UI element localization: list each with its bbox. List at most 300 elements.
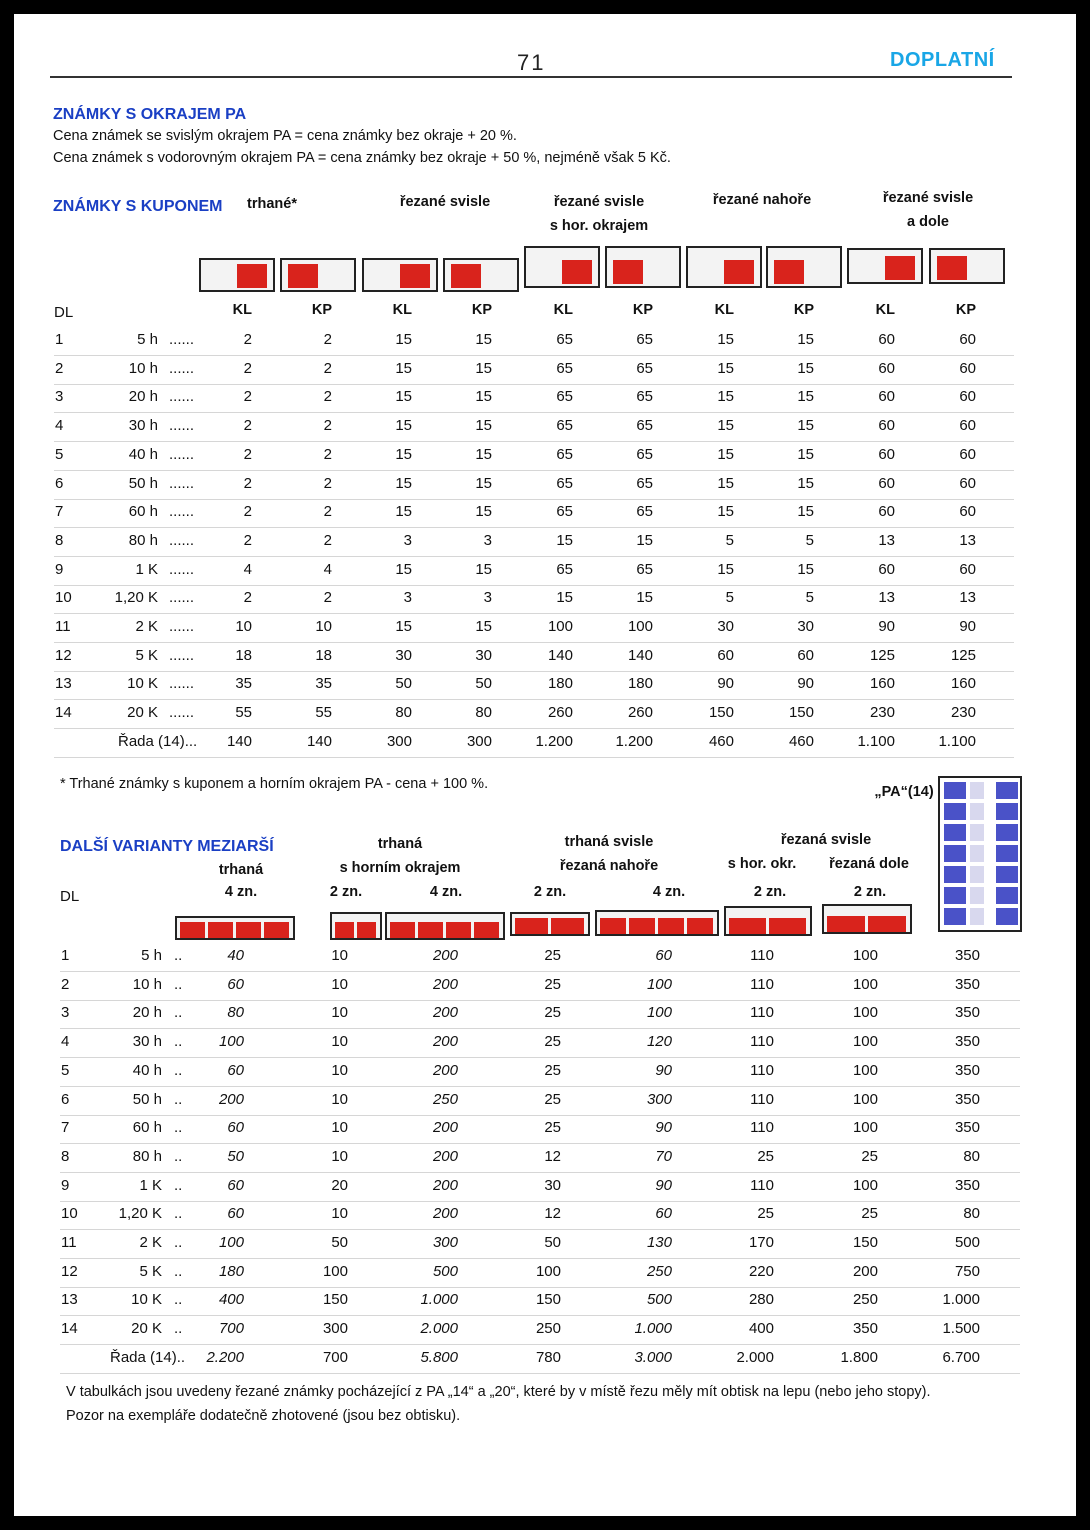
variants-row-dl: 12 <box>61 1262 78 1280</box>
variants-cell: 350 <box>954 1033 980 1051</box>
variants-row-value: 5 K <box>139 1262 162 1280</box>
coupon-subheader: KP <box>311 302 332 318</box>
coupon-subheader: KL <box>714 302 734 318</box>
variants-cell: 12 <box>544 1147 561 1165</box>
stamp-red <box>629 918 655 934</box>
coupon-cell: 65 <box>556 503 573 521</box>
variants-cell: 25 <box>757 1205 774 1223</box>
coupon-cell: 65 <box>636 359 653 377</box>
variants-cell: 6.700 <box>942 1348 980 1366</box>
variants-row-rule <box>60 1258 1020 1259</box>
coupon-cell: 5 <box>805 589 814 607</box>
variants-cell: 60 <box>227 975 244 993</box>
coupon-row-rule <box>54 412 1014 413</box>
variants-row-value: 1 K <box>139 1176 162 1194</box>
coupon-cell: 2 <box>323 531 332 549</box>
coupon-row-rule <box>54 355 1014 356</box>
coupon-stamp-image <box>362 258 438 292</box>
coupon-cell: 1.200 <box>615 732 653 750</box>
variants-cell: 10 <box>331 975 348 993</box>
coupon-cell: 1.100 <box>938 732 976 750</box>
coupon-cell: 60 <box>878 359 895 377</box>
variant-stamp-image <box>595 910 719 936</box>
variants-row-rule <box>60 971 1020 972</box>
variants-cell: 200 <box>218 1090 244 1108</box>
coupon-cell: 15 <box>797 474 814 492</box>
variants-cell: 350 <box>852 1320 878 1338</box>
variants-row-dots: .. <box>174 1090 183 1108</box>
coupon-cell: 60 <box>959 503 976 521</box>
variants-cell: 100 <box>646 1004 672 1022</box>
page-number: 71 <box>517 50 546 75</box>
variants-cell: 1.500 <box>942 1320 980 1338</box>
variants-cell: 200 <box>432 1176 458 1194</box>
coupon-cell: 15 <box>717 474 734 492</box>
coupon-cell: 5 <box>725 589 734 607</box>
variants-cell: 90 <box>655 1061 672 1079</box>
variants-cell: 110 <box>750 1176 774 1194</box>
variants-cell: 25 <box>861 1147 878 1165</box>
coupon-cell: 60 <box>959 388 976 406</box>
coupon-row-dots: ...... <box>169 445 195 463</box>
variants-row-dl: 13 <box>61 1291 78 1309</box>
coupon-subheader: KL <box>553 302 573 318</box>
coupon-group-header: řezané svisle <box>399 194 491 210</box>
coupon-stamp-image <box>280 258 356 292</box>
coupon-cell: 65 <box>556 560 573 578</box>
variants-cell: 780 <box>535 1348 561 1366</box>
coupon-cell: 180 <box>627 675 653 693</box>
stamp-blue <box>970 845 984 862</box>
stamp-blue <box>944 782 966 799</box>
coupon-stamp-image <box>199 258 275 292</box>
stamp-red <box>236 922 261 938</box>
variants-group-header: řezaná nahoře <box>559 858 659 874</box>
coupon-cell: 2 <box>323 589 332 607</box>
coupon-subheader: KL <box>232 302 252 318</box>
coupon-cell: 60 <box>878 474 895 492</box>
variants-subheader: 2 zn. <box>753 884 787 900</box>
coupon-cell: 60 <box>878 388 895 406</box>
variants-cell: 1.000 <box>634 1320 672 1338</box>
variant-stamp-image <box>330 912 382 940</box>
variants-cell: 10 <box>331 1205 348 1223</box>
coupon-cell: 4 <box>323 560 332 578</box>
variants-row-value: 40 h <box>132 1061 162 1079</box>
coupon-row-value: 60 h <box>128 503 158 521</box>
coupon-cell: 60 <box>959 445 976 463</box>
variant-stamp-image <box>175 916 295 940</box>
variants-cell: 25 <box>544 1119 561 1137</box>
coupon-cell: 65 <box>556 359 573 377</box>
variants-subheader: 4 zn. <box>429 884 463 900</box>
variants-row-value: 60 h <box>132 1119 162 1137</box>
variants-row-dl: 14 <box>61 1320 78 1338</box>
coupon-cell: 15 <box>797 560 814 578</box>
coupon-row-dl: 3 <box>55 388 64 406</box>
coupon-cell: 3 <box>483 589 492 607</box>
variants-cell: 200 <box>432 975 458 993</box>
coupon-cell: 2 <box>243 417 252 435</box>
coupon-row-dl: 7 <box>55 503 64 521</box>
coupon-cell: 3 <box>403 589 412 607</box>
variants-cell: 500 <box>432 1262 458 1280</box>
catalog-page <box>14 14 1076 1516</box>
variants-row-value: 20 h <box>132 1004 162 1022</box>
stamp-red <box>885 256 915 280</box>
coupon-row-dots: ...... <box>169 675 195 693</box>
coupon-cell: 65 <box>636 503 653 521</box>
stamp-red <box>937 256 967 280</box>
coupon-cell: 15 <box>475 618 492 635</box>
coupon-cell: 65 <box>636 331 653 348</box>
coupon-cell: 65 <box>636 417 653 435</box>
coupon-cell: 60 <box>878 503 895 521</box>
coupon-cell: 35 <box>315 675 332 693</box>
coupon-cell: 15 <box>797 417 814 435</box>
coupon-cell: 60 <box>959 359 976 377</box>
coupon-group-header: trhané* <box>247 196 297 212</box>
variants-cell: 350 <box>954 975 980 993</box>
coupon-footnote: * Trhané známky s kuponem a horním okrajem PA - cena + 100 %. <box>60 776 489 792</box>
stamp-red <box>551 918 584 934</box>
coupon-cell: 3 <box>403 531 412 549</box>
variants-cell: 120 <box>646 1033 672 1051</box>
coupon-cell: 65 <box>556 417 573 435</box>
coupon-row-dots: ...... <box>169 589 195 607</box>
stamp-blue <box>996 887 1018 904</box>
coupon-cell: 15 <box>475 503 492 521</box>
variants-cell: 350 <box>954 1176 980 1194</box>
coupon-cell: 4 <box>243 560 252 578</box>
coupon-cell: 5 <box>805 531 814 549</box>
coupon-cell: 90 <box>717 675 734 693</box>
variants-row-rule <box>60 1057 1020 1058</box>
variants-cell: 250 <box>535 1320 561 1338</box>
variants-row-rule <box>60 1287 1020 1288</box>
coupon-row-rule <box>54 585 1014 586</box>
variants-subheader: 4 zn. <box>224 884 258 900</box>
coupon-row-rule <box>54 699 1014 700</box>
variants-cell: 100 <box>852 975 878 993</box>
variants-group-header: trhaná <box>377 836 423 852</box>
variants-cell: 110 <box>750 947 774 964</box>
coupon-row-dl: 4 <box>55 417 64 435</box>
variants-cell: 10 <box>331 1033 348 1051</box>
coupon-cell: 15 <box>717 417 734 435</box>
stamp-red <box>613 260 643 284</box>
coupon-cell: 100 <box>627 618 653 635</box>
coupon-cell: 35 <box>235 675 252 693</box>
variants-dl-label: DL <box>60 888 80 905</box>
coupon-cell: 65 <box>636 474 653 492</box>
coupon-cell: 60 <box>797 646 814 664</box>
coupon-cell: 2 <box>243 331 252 348</box>
coupon-row-dots: ...... <box>169 618 195 635</box>
variants-cell: 110 <box>750 1119 774 1137</box>
stamp-red <box>769 918 806 934</box>
stamp-blue <box>944 887 966 904</box>
coupon-cell: 15 <box>475 445 492 463</box>
stamp-blue <box>996 824 1018 841</box>
pa-section-title: ZNÁMKY S OKRAJEM PA <box>53 106 247 123</box>
coupon-row-rule <box>54 470 1014 471</box>
coupon-row-value: 30 h <box>128 417 158 435</box>
pa-sheet-image <box>938 776 1022 932</box>
coupon-row-rule <box>54 556 1014 557</box>
stamp-red <box>288 264 318 288</box>
coupon-cell: 2 <box>243 388 252 406</box>
variants-row-rule <box>60 1201 1020 1202</box>
variants-row-dl: 9 <box>61 1176 70 1194</box>
variants-cell: 110 <box>750 1061 774 1079</box>
stamp-blue <box>970 866 984 883</box>
variants-row-rule <box>60 1373 1020 1374</box>
coupon-cell: 140 <box>306 732 332 750</box>
variants-cell: 200 <box>432 947 458 964</box>
coupon-row-dots: ...... <box>169 359 195 377</box>
coupon-cell: 15 <box>395 331 412 348</box>
coupon-row-value: 50 h <box>128 474 158 492</box>
coupon-cell: 2 <box>243 474 252 492</box>
coupon-cell: 15 <box>797 331 814 348</box>
coupon-subheader: KP <box>471 302 492 318</box>
coupon-cell: 13 <box>878 589 895 607</box>
coupon-row-value: 1,20 K <box>114 589 158 607</box>
coupon-row-value: 2 K <box>135 618 158 635</box>
coupon-cell: 15 <box>475 331 492 348</box>
coupon-cell: 60 <box>878 417 895 435</box>
variants-cell: 25 <box>544 1061 561 1079</box>
variants-cell: 60 <box>227 1176 244 1194</box>
stamp-red <box>515 918 548 934</box>
coupon-cell: 2 <box>323 388 332 406</box>
variants-row-value: 50 h <box>132 1090 162 1108</box>
stamp-blue <box>944 845 966 862</box>
variants-cell: 1.000 <box>420 1291 458 1309</box>
coupon-cell: 60 <box>878 560 895 578</box>
variants-row-dots: .. <box>174 975 183 993</box>
coupon-cell: 1.100 <box>857 732 895 750</box>
coupon-cell: 2 <box>243 503 252 521</box>
variants-cell: 90 <box>655 1119 672 1137</box>
stamp-blue <box>970 803 984 820</box>
coupon-row-rule <box>54 527 1014 528</box>
variants-cell: 10 <box>331 1061 348 1079</box>
variants-cell: 100 <box>535 1262 561 1280</box>
variants-cell: 180 <box>218 1262 244 1280</box>
coupon-row-dl: 1 <box>55 331 64 348</box>
variants-row-label: Řada (14).. <box>110 1348 186 1366</box>
stamp-red <box>446 922 471 938</box>
coupon-row-value: 1 K <box>135 560 158 578</box>
coupon-row-dots: ...... <box>169 474 195 492</box>
variants-cell: 100 <box>218 1234 244 1251</box>
coupon-cell: 160 <box>950 675 976 693</box>
variants-cell: 200 <box>432 1004 458 1022</box>
variants-group-header: s horním okrajem <box>339 860 461 876</box>
coupon-row-value: 80 h <box>128 531 158 549</box>
coupon-cell: 90 <box>878 618 895 635</box>
variants-row-dl: 2 <box>61 975 70 993</box>
variants-row-dl: 6 <box>61 1090 70 1108</box>
coupon-cell: 15 <box>395 474 412 492</box>
variants-cell: 2.200 <box>206 1348 244 1366</box>
stamp-red <box>600 918 626 934</box>
coupon-cell: 15 <box>797 388 814 406</box>
variants-cell: 12 <box>544 1205 561 1223</box>
variants-cell: 700 <box>322 1348 348 1366</box>
stamp-blue <box>996 782 1018 799</box>
coupon-cell: 230 <box>869 704 895 722</box>
variants-cell: 25 <box>757 1147 774 1165</box>
variants-cell: 25 <box>544 1033 561 1051</box>
coupon-row-rule <box>54 384 1014 385</box>
coupon-cell: 15 <box>395 417 412 435</box>
coupon-cell: 13 <box>959 589 976 607</box>
coupon-group-header: s hor. okrajem <box>549 218 649 234</box>
variants-row-value: 80 h <box>132 1147 162 1165</box>
coupon-cell: 18 <box>315 646 332 664</box>
coupon-cell: 140 <box>226 732 252 750</box>
coupon-cell: 15 <box>717 503 734 521</box>
variants-row-dl: 5 <box>61 1061 70 1079</box>
variants-cell: 50 <box>227 1147 244 1165</box>
variants-cell: 70 <box>655 1147 672 1165</box>
variants-cell: 130 <box>646 1234 672 1251</box>
coupon-cell: 18 <box>235 646 252 664</box>
variants-cell: 200 <box>432 1205 458 1223</box>
variants-cell: 500 <box>646 1291 672 1309</box>
coupon-cell: 2 <box>323 417 332 435</box>
coupon-cell: 55 <box>315 704 332 722</box>
variants-row-dl: 3 <box>61 1004 70 1022</box>
variants-subheader: 2 zn. <box>853 884 887 900</box>
coupon-cell: 1.200 <box>535 732 573 750</box>
variants-row-value: 1,20 K <box>118 1205 162 1223</box>
coupon-cell: 460 <box>708 732 734 750</box>
coupon-cell: 65 <box>556 388 573 406</box>
coupon-stamp-image <box>524 246 600 288</box>
variants-cell: 5.800 <box>420 1348 458 1366</box>
coupon-subheader: KP <box>955 302 976 318</box>
variants-cell: 100 <box>852 1061 878 1079</box>
variants-row-rule <box>60 1229 1020 1230</box>
variants-row-value: 10 h <box>132 975 162 993</box>
coupon-cell: 15 <box>395 560 412 578</box>
variants-cell: 200 <box>432 1033 458 1051</box>
variants-cell: 150 <box>535 1291 561 1309</box>
variants-cell: 3.000 <box>634 1348 672 1366</box>
coupon-row-dots: ...... <box>169 560 195 578</box>
coupon-cell: 300 <box>386 732 412 750</box>
variants-cell: 500 <box>954 1234 980 1251</box>
variants-row-dl: 7 <box>61 1119 70 1137</box>
variants-row-rule <box>60 1000 1020 1001</box>
coupon-cell: 60 <box>717 646 734 664</box>
variants-cell: 50 <box>544 1234 561 1251</box>
stamp-red <box>562 260 592 284</box>
pa-line-2: Cena známek s vodorovným okrajem PA = cena známky bez okraje + 50 %, nejméně však 5 Kč. <box>53 150 671 166</box>
coupon-cell: 15 <box>475 359 492 377</box>
variants-cell: 350 <box>954 1090 980 1108</box>
coupon-row-rule <box>54 642 1014 643</box>
variants-row-dots: .. <box>174 1291 183 1309</box>
variants-row-rule <box>60 1172 1020 1173</box>
coupon-stamp-image <box>766 246 842 288</box>
variants-row-dots: .. <box>174 1033 183 1051</box>
coupon-row-dl: 5 <box>55 445 64 463</box>
variants-cell: 2.000 <box>420 1320 458 1338</box>
coupon-cell: 15 <box>395 445 412 463</box>
variants-cell: 2.000 <box>736 1348 774 1366</box>
variants-cell: 250 <box>646 1262 672 1280</box>
variants-cell: 60 <box>655 947 672 964</box>
coupon-cell: 15 <box>475 474 492 492</box>
stamp-blue <box>944 824 966 841</box>
coupon-cell: 140 <box>627 646 653 664</box>
variants-cell: 10 <box>331 1119 348 1137</box>
variants-cell: 250 <box>432 1090 458 1108</box>
coupon-cell: 15 <box>717 331 734 348</box>
coupon-cell: 230 <box>950 704 976 722</box>
variants-cell: 350 <box>954 947 980 964</box>
variants-row-value: 30 h <box>132 1033 162 1051</box>
stamp-red <box>729 918 766 934</box>
stamp-red <box>827 916 865 932</box>
coupon-row-rule <box>54 671 1014 672</box>
coupon-cell: 125 <box>950 646 976 664</box>
coupon-cell: 13 <box>959 531 976 549</box>
coupon-cell: 2 <box>243 531 252 549</box>
variants-row-rule <box>60 1143 1020 1144</box>
coupon-dl-label: DL <box>54 304 74 321</box>
coupon-row-value: 5 h <box>137 331 158 348</box>
coupon-cell: 60 <box>959 474 976 492</box>
coupon-stamp-image <box>847 248 923 284</box>
coupon-row-value: 40 h <box>128 445 158 463</box>
variants-cell: 25 <box>544 975 561 993</box>
coupon-cell: 15 <box>556 589 573 607</box>
coupon-row-dl: 10 <box>55 589 72 607</box>
stamp-red <box>390 922 415 938</box>
variants-cell: 100 <box>852 1033 878 1051</box>
variants-cell: 200 <box>432 1119 458 1137</box>
coupon-cell: 80 <box>395 704 412 722</box>
variants-cell: 150 <box>322 1291 348 1309</box>
coupon-cell: 125 <box>869 646 895 664</box>
variants-table-title: DALŠÍ VARIANTY MEZIARŠÍ <box>60 838 274 855</box>
stamp-red <box>724 260 754 284</box>
coupon-group-header: řezané svisle <box>882 190 974 206</box>
coupon-cell: 60 <box>959 417 976 435</box>
coupon-row-value: 10 h <box>128 359 158 377</box>
variants-cell: 10 <box>331 1004 348 1022</box>
coupon-row-rule <box>54 613 1014 614</box>
coupon-cell: 460 <box>788 732 814 750</box>
coupon-row-value: 10 K <box>127 675 158 693</box>
coupon-cell: 100 <box>547 618 573 635</box>
coupon-cell: 300 <box>466 732 492 750</box>
coupon-subheader: KL <box>875 302 895 318</box>
coupon-cell: 60 <box>878 331 895 348</box>
coupon-cell: 65 <box>636 445 653 463</box>
coupon-subheader: KP <box>632 302 653 318</box>
variants-cell: 150 <box>852 1234 878 1251</box>
coupon-cell: 65 <box>556 331 573 348</box>
variants-subheader: 2 zn. <box>533 884 567 900</box>
variants-group-header: trhaná svisle <box>564 834 654 850</box>
